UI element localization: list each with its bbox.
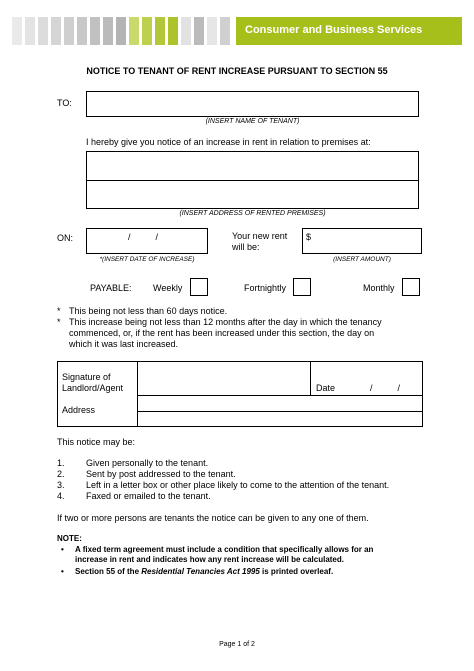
header-bar [129, 17, 139, 45]
monthly-label: Monthly [363, 283, 395, 293]
amount-hint: (INSERT AMOUNT) [333, 256, 391, 263]
header-bar [90, 17, 100, 45]
date-col-divider [310, 361, 311, 395]
weekly-checkbox[interactable] [190, 278, 208, 296]
list-item-number: 4. [57, 491, 65, 501]
header-bar [12, 17, 22, 45]
may-be-text: This notice may be: [57, 437, 136, 447]
list-item [57, 469, 437, 480]
list-item-text: Faxed or emailed to the tenant. [86, 491, 211, 501]
list-item-text: Sent by post addressed to the tenant. [86, 469, 236, 479]
header-bar [25, 17, 35, 45]
bullet-icon: • [61, 567, 64, 576]
fortnightly-label: Fortnightly [244, 283, 287, 293]
address-divider [86, 180, 419, 181]
signature-label-line2: Landlord/Agent [62, 383, 124, 393]
signature-date-slashes: / / [370, 383, 401, 393]
list-item [57, 480, 437, 491]
asterisk-note-2-line1: This increase being not less than 12 months after the day in which the tenancy [69, 317, 382, 327]
new-rent-label [232, 231, 287, 253]
signature-label [62, 372, 123, 394]
header-bar [64, 17, 74, 45]
signature-label-line1: Signature of [62, 372, 111, 382]
weekly-label: Weekly [153, 283, 183, 293]
list-item [57, 491, 437, 502]
payable-label: PAYABLE: [90, 283, 132, 293]
on-label: ON: [57, 233, 74, 243]
asterisk-note-2-line3: which it was last increased. [69, 339, 179, 349]
note-2-act-name: Residential Tenancies Act 1995 [141, 567, 260, 576]
header-bar [194, 17, 204, 45]
increase-date-slashes: / / [128, 232, 159, 242]
note-1-line1: A fixed term agreement must include a condition that specifically allows for an [75, 545, 374, 554]
header-bar [103, 17, 113, 45]
dollar-sign: $ [306, 232, 312, 242]
new-rent-label-line1: Your new rent [232, 231, 288, 241]
asterisk-icon: * [57, 306, 61, 316]
note-1-line2: increase in rent and indicates how any rent increase will be calculated. [75, 555, 344, 564]
notice-text: I hereby give you notice of an increase in rent in relation to premises at: [86, 137, 371, 147]
asterisk-icon: * [57, 317, 61, 327]
header-bar [155, 17, 165, 45]
list-item [57, 458, 437, 469]
header-bar [116, 17, 126, 45]
delivery-methods-list [57, 458, 437, 502]
asterisk-note-2-line2: commenced, or, if the rent has been increased under this section, the day on [69, 328, 375, 338]
page-number: Page 1 of 2 [219, 641, 255, 648]
list-item-text: Left in a letter box or other place likely to come to the attention of the tenant. [86, 480, 390, 490]
header-bar [142, 17, 152, 45]
tenant-name-field[interactable] [86, 91, 419, 117]
landlord-address-field[interactable] [138, 396, 422, 426]
header-bar [168, 17, 178, 45]
header-bar [181, 17, 191, 45]
to-label: TO: [57, 98, 72, 108]
header-bar [38, 17, 48, 45]
asterisk-note-2 [57, 317, 382, 349]
asterisk-note-1-text: This being not less than 60 days notice. [69, 306, 228, 316]
header-bar [207, 17, 217, 45]
fortnightly-checkbox[interactable] [293, 278, 311, 296]
note-label: NOTE: [57, 534, 82, 543]
form-title: NOTICE TO TENANT OF RENT INCREASE PURSUANT TO SECTION 55 [86, 66, 388, 76]
date-label: Date [316, 383, 336, 393]
asterisk-note-1 [57, 306, 228, 316]
bullet-icon: • [61, 545, 64, 554]
note-2-part-c: is printed overleaf. [259, 567, 334, 576]
header-bar [51, 17, 61, 45]
address-label: Address [62, 405, 96, 415]
new-rent-amount-field[interactable] [302, 228, 422, 254]
list-item-number: 2. [57, 469, 65, 479]
new-rent-label-line2: will be: [232, 242, 260, 252]
address-hint: (INSERT ADDRESS OF RENTED PREMISES) [179, 210, 326, 217]
tenant-name-hint: (INSERT NAME OF TENANT) [205, 118, 300, 125]
brand-banner [236, 17, 462, 45]
signature-field[interactable] [138, 362, 309, 395]
multiple-tenants-text: If two or more persons are tenants the notice can be given to any one of them. [57, 513, 369, 523]
list-item-number: 3. [57, 480, 65, 490]
header-bar [77, 17, 87, 45]
list-item-number: 1. [57, 458, 65, 468]
increase-date-hint: *(INSERT DATE OF INCREASE) [99, 256, 195, 263]
header-bar [220, 17, 230, 45]
note-2-part-a: Section 55 of the [75, 567, 142, 576]
monthly-checkbox[interactable] [402, 278, 420, 296]
brand-title: Consumer and Business Services [245, 24, 423, 36]
list-item-text: Given personally to the tenant. [86, 458, 209, 468]
